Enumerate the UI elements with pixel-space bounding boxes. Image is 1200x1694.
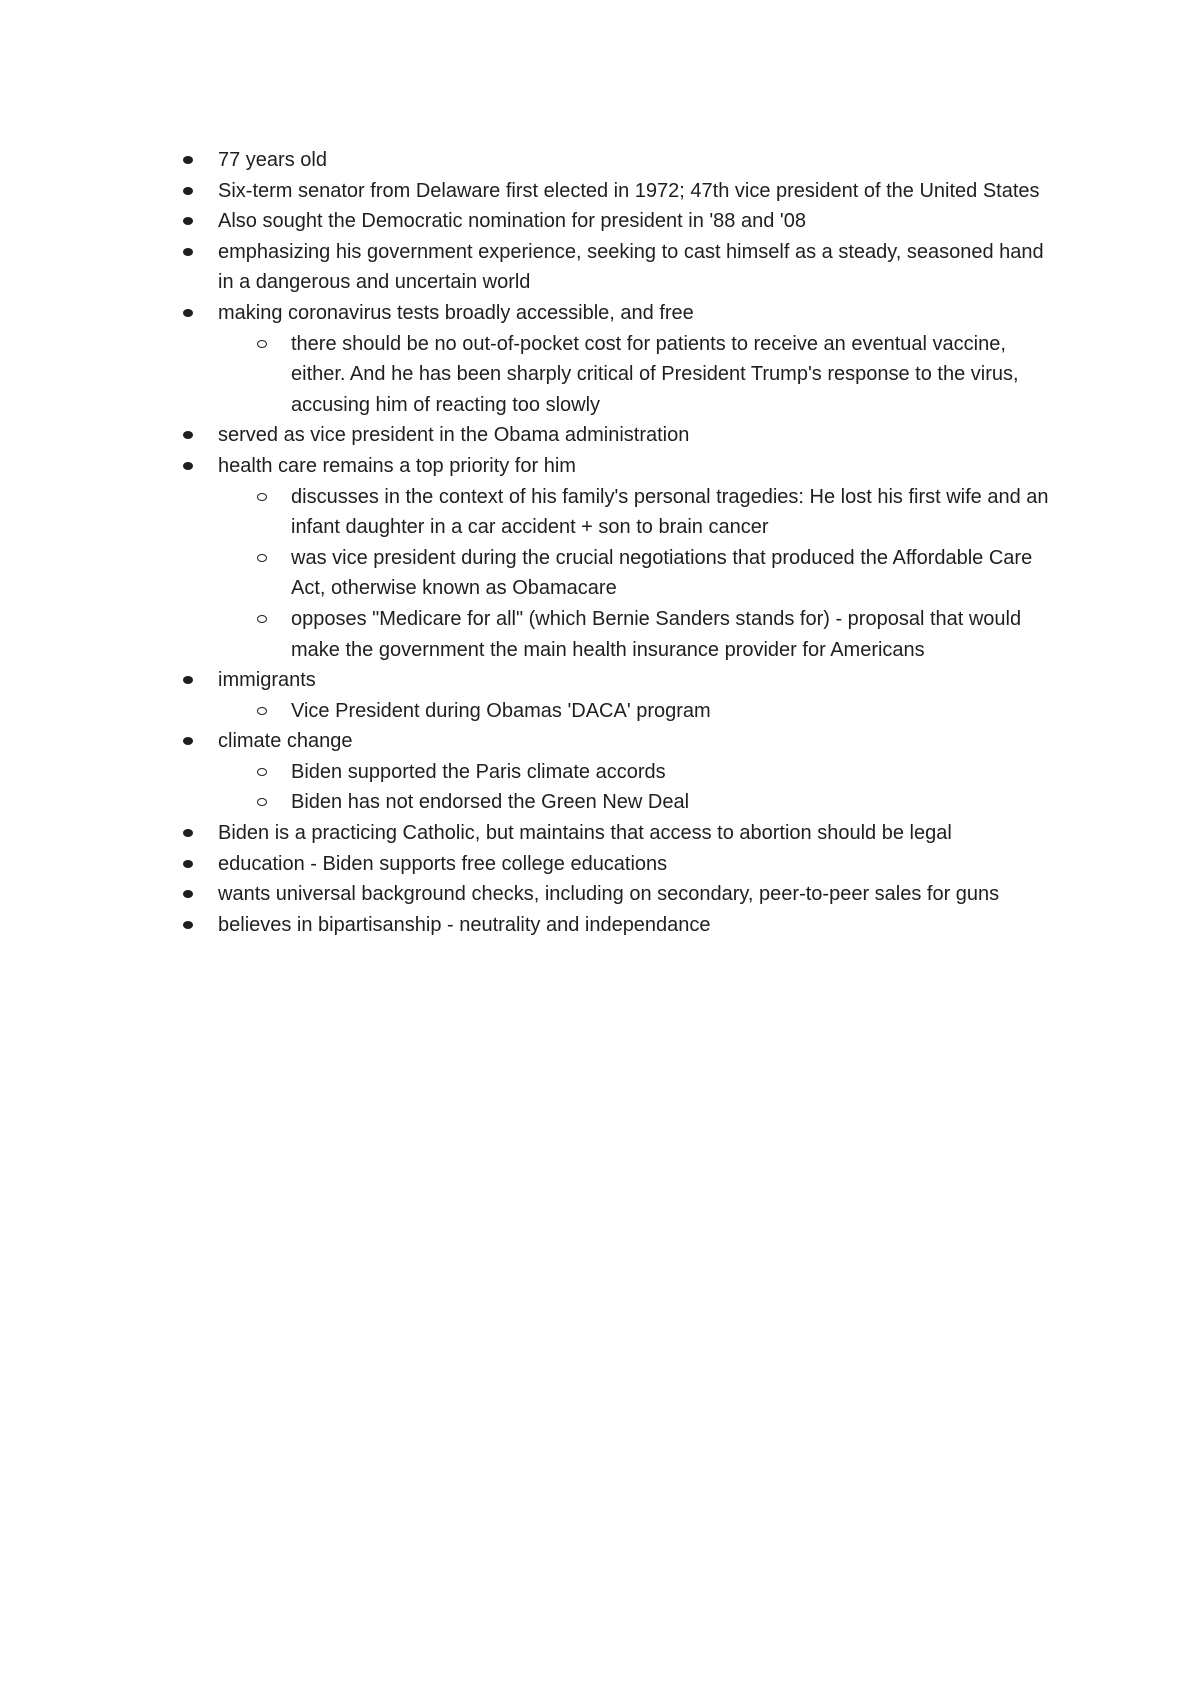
bullet-item-age xyxy=(0,145,1060,176)
sub-bullet-item-medicare xyxy=(0,604,1060,665)
bullet-text: opposes "Medicare for all" (which Bernie Sanders stands for) - proposal that would make the government the main health insurance provider for Americans xyxy=(291,607,1022,661)
bullet-text: immigrants xyxy=(218,669,316,692)
bullet-item-climate xyxy=(0,726,1060,757)
bullet-text: believes in bipartisanship - neutrality and independance xyxy=(218,913,711,936)
hollow-bullet-icon xyxy=(257,340,267,348)
bullet-item-coronavirus xyxy=(0,298,1060,329)
bullet-item-guns xyxy=(0,879,1060,910)
bullet-item-nomination xyxy=(0,206,1060,237)
filled-bullet-icon xyxy=(183,890,193,898)
bullet-text: Also sought the Democratic nomination for president in '88 and '08 xyxy=(218,210,806,233)
bullet-text: education - Biden supports free college educations xyxy=(218,852,668,875)
sub-bullet-item-aca xyxy=(0,543,1060,604)
bullet-text: served as vice president in the Obama administration xyxy=(218,424,690,447)
filled-bullet-icon xyxy=(183,737,193,745)
bullet-text: emphasizing his government experience, seeking to cast himself as a steady, seasoned hand in a dangerous and uncertain world xyxy=(218,240,1044,294)
filled-bullet-icon xyxy=(183,217,193,225)
hollow-bullet-icon xyxy=(257,615,267,623)
bullet-text: climate change xyxy=(218,730,353,753)
sub-bullet-item-vaccine xyxy=(0,329,1060,421)
bullet-item-bipartisanship xyxy=(0,910,1060,941)
bullet-item-experience xyxy=(0,237,1060,298)
hollow-bullet-icon xyxy=(257,493,267,501)
filled-bullet-icon xyxy=(183,462,193,470)
filled-bullet-icon xyxy=(183,921,193,929)
filled-bullet-icon xyxy=(183,248,193,256)
bullet-item-obama-administration xyxy=(0,420,1060,451)
bullet-text: health care remains a top priority for him xyxy=(218,454,576,477)
bullet-list xyxy=(0,145,1200,940)
filled-bullet-icon xyxy=(183,187,193,195)
bullet-item-education xyxy=(0,849,1060,880)
bullet-item-health-care xyxy=(0,451,1060,482)
bullet-text: Six-term senator from Delaware first elected in 1972; 47th vice president of the United States xyxy=(218,179,1040,202)
sub-bullet-item-paris xyxy=(0,757,1060,788)
hollow-bullet-icon xyxy=(257,768,267,776)
filled-bullet-icon xyxy=(183,309,193,317)
bullet-text: Biden has not endorsed the Green New Deal xyxy=(291,791,690,814)
bullet-text: wants universal background checks, including on secondary, peer-to-peer sales for guns xyxy=(218,883,1000,906)
filled-bullet-icon xyxy=(183,676,193,684)
bullet-text: 77 years old xyxy=(218,149,327,171)
bullet-item-senator xyxy=(0,176,1060,207)
bullet-item-immigrants xyxy=(0,665,1060,696)
hollow-bullet-icon xyxy=(257,554,267,562)
bullet-item-abortion xyxy=(0,818,1060,849)
filled-bullet-icon xyxy=(183,860,193,868)
sub-bullet-item-green-new-deal xyxy=(0,787,1060,818)
filled-bullet-icon xyxy=(183,431,193,439)
hollow-bullet-icon xyxy=(257,707,267,715)
filled-bullet-icon xyxy=(183,829,193,837)
bullet-text: making coronavirus tests broadly accessible, and free xyxy=(218,301,694,324)
bullet-text: discusses in the context of his family's personal tragedies: He lost his first wife and an infant daughter in a car accident + son to brain cancer xyxy=(291,485,1049,539)
bullet-text: Biden is a practicing Catholic, but maintains that access to abortion should be legal xyxy=(218,822,952,845)
bullet-text: Vice President during Obamas 'DACA' program xyxy=(291,699,711,722)
filled-bullet-icon xyxy=(183,156,193,164)
bullet-text: Biden supported the Paris climate accords xyxy=(291,760,666,783)
sub-bullet-item-family xyxy=(0,482,1060,543)
hollow-bullet-icon xyxy=(257,798,267,806)
bullet-text: was vice president during the crucial negotiations that produced the Affordable Care Act, otherwise known as Obamacare xyxy=(291,546,1033,600)
sub-bullet-item-daca xyxy=(0,696,1060,727)
bullet-text: there should be no out-of-pocket cost for patients to receive an eventual vaccine, either. And he has been sharply critical of President Trump's response to the virus, accusing him of reacting too slowly xyxy=(291,332,1019,416)
